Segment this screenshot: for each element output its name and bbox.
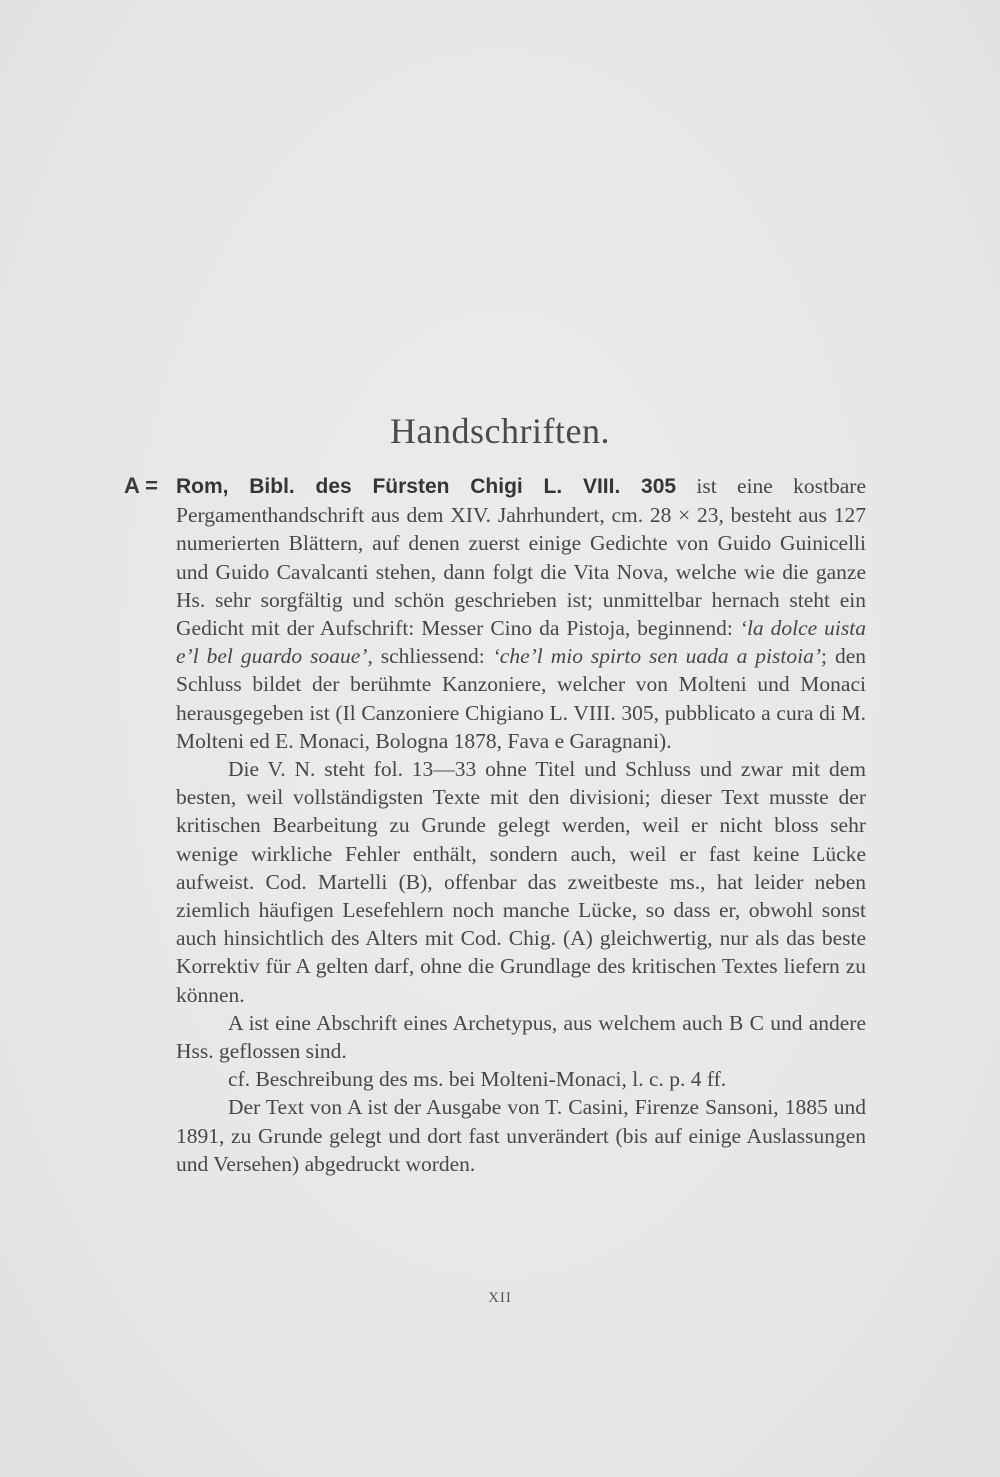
entry-a-text-1: ist eine kostbare Pergamenthandschrift aus dem XIV. Jahrhundert, cm. 28 × 23, besteht aus 127 numerierten Blättern, auf denen zuerst einige Gedichte von Guido Guinicelli und Guido Cavalcanti stehen, dann folgt die Vita Nova, welche wie die ganze Hs. sehr sorgfältig und schön geschrieben ist; unmittelbar hernach steht ein Gedicht mit der Aufschrift: Messer Cino da Pistoja, beginnend: [176,474,866,641]
incipit-quote: ‘la dolce uista e’l bel guardo soaue’ [176,616,866,669]
page-title: Handschriften. [390,411,610,451]
explicit-quote: ‘che’l mio spirto sen uada a pistoia’ [492,644,822,669]
paragraph: A ist eine Abschrift eines Archetypus, aus welchem auch B C und andere Hss. geflossen sind. [176,1010,866,1064]
paragraph: Die V. N. steht fol. 13—33 ohne Titel und Schluss und zwar mit dem besten, weil vollständigsten Texte mit den divisioni; dieser Text musste der kritischen Bearbeitung zu Grunde gelegt werden, weil er nicht bloss sehr wenige wirkliche Fehler enthält, sondern auch, weil er fast keine Lücke aufweist. Cod. Martelli (B), offenbar das zweitbeste ms., hat leider neben ziemlich häufigen Lesefehlern noch manche Lücke, so dass er, obwohl sonst auch hinsichtlich des Alters mit Cod. Chig. (A) gleichwertig, nur als das beste Korrektiv für A gelten darf, ohne die Grundlage des kritischen Textes liefern zu können. [176,757,866,1007]
siglum-a: A = [124,473,159,498]
shelfmark: Rom, Bibl. des Fürsten Chigi L. VIII. 305 [176,475,677,498]
entry-a-paragraph [124,472,866,755]
body-text [124,472,866,1178]
entry-a-text-2: , schliessend: [367,644,493,669]
entry-a-text-3: ; den Schluss bildet der berühmte Kanzoniere, welcher von Molteni und Monaci herausgegeben ist (Il Canzoniere Chigiano L. VIII. 305, pubblicato a cura di M. Molteni ed E. Monaci, Bologna 1878, Fava e Garagnani). [176,644,866,753]
paragraph: cf. Beschreibung des ms. bei Molteni-Monaci, l. c. p. 4 ff. [228,1067,727,1092]
paragraph: Der Text von A ist der Ausgabe von T. Casini, Firenze Sansoni, 1885 und 1891, zu Grunde gelegt und dort fast unverändert (bis auf einige Auslassungen und Versehen) abgedruckt worden. [176,1095,866,1176]
page-number: XII [488,1290,512,1306]
